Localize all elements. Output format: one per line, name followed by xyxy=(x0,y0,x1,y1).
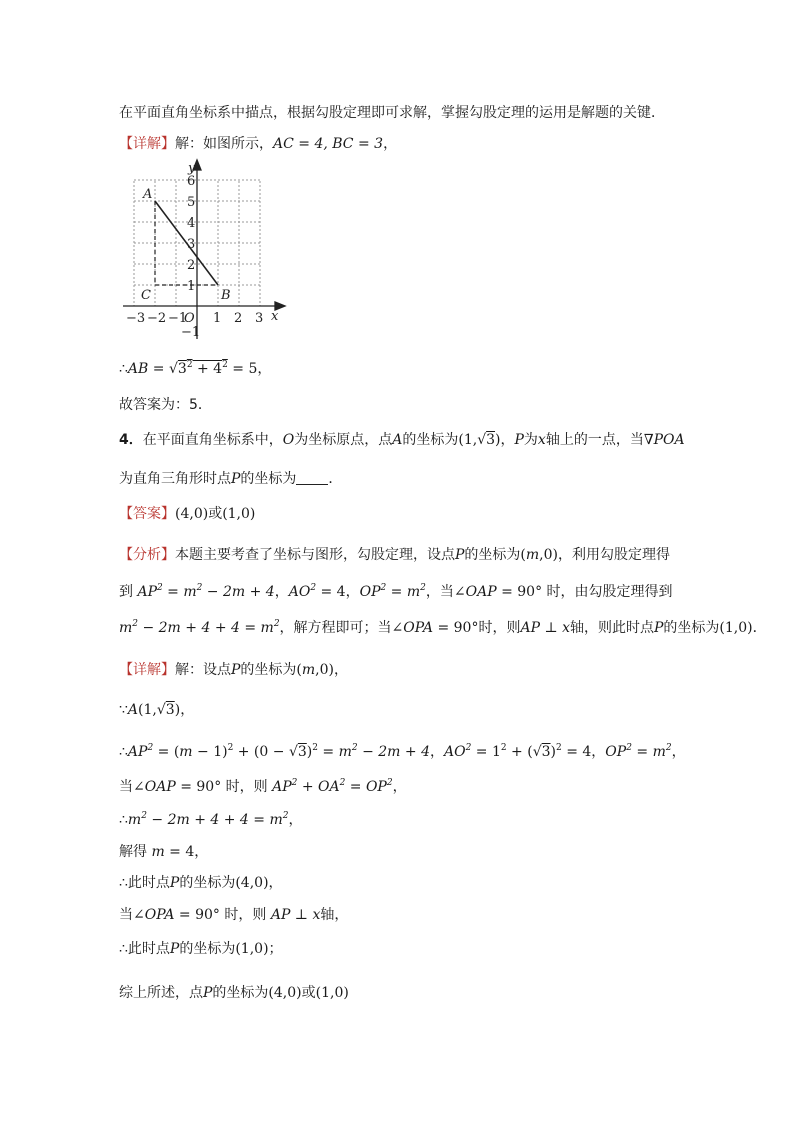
y-tick: 1 xyxy=(187,279,196,294)
q4-line-2: 为直角三角形时点P的坐标为 ． xyxy=(119,471,343,487)
detail-tag: 【详解】 xyxy=(119,136,175,152)
y-tick: 3 xyxy=(187,237,196,252)
intro-text: 在平面直角坐标系中描点，根据勾股定理即可求解，掌握勾股定理的运用是解题的关键． xyxy=(119,105,665,121)
summary-line: 综上所述，点P的坐标为(4,0)或(1,0) xyxy=(119,985,349,1001)
point-label-a: A xyxy=(143,187,153,202)
y-axis-label: y xyxy=(188,161,196,176)
detail-2-line-5: $\therefore m^2 - 2m + 4 + 4 = m^2$， xyxy=(119,811,303,828)
answer-line xyxy=(119,504,255,524)
x-tick: 1 xyxy=(213,311,222,326)
ab-line: ∴AB = $√3^2 + 4^2 = 5$， xyxy=(119,360,272,377)
detail-2-line-9: ∴此时点P的坐标为(1,0)； xyxy=(119,941,283,957)
answer-tag: 【答案】 xyxy=(119,506,175,522)
detail-math: AC = 4, BC = 3 xyxy=(273,136,384,152)
x-axis-label: x xyxy=(271,309,279,324)
detail-2-line-2: ∵A(1,√3)， xyxy=(119,702,195,718)
detail-line-1 xyxy=(119,134,397,154)
detail-2-line-8: 当∠OPA = 90° 时，则 AP ⊥ x轴， xyxy=(119,907,349,923)
analysis-line-2: 到 $AP^2 = m^2 - 2m + 4$，$AO^2 = 4$，$OP^2 = m^2$，当∠OAP = 90° 时，由勾股定理得到 xyxy=(119,583,673,600)
analysis-line-3: $m^2 - 2m + 4 + 4 = m^2$，解方程即可；当∠OPA = 90°时，则AP ⊥ x轴，则此时点P的坐标为(1,0)． xyxy=(119,619,767,636)
detail-2-line-6: 解得 m = 4， xyxy=(119,844,209,860)
y-tick: 2 xyxy=(187,258,196,273)
x-tick: −3 xyxy=(126,311,146,326)
q4-line-1: 4．在平面直角坐标系中，O为坐标原点，点A的坐标为(1,√3)，P为x轴上的一点，当∇POA xyxy=(119,432,685,448)
y-tick: 6 xyxy=(187,174,196,189)
detail-2-line-7: ∴此时点P的坐标为(4,0)， xyxy=(119,875,283,891)
detail-end: ， xyxy=(383,136,398,152)
y-tick: −1 xyxy=(181,325,201,340)
y-tick: 4 xyxy=(187,216,196,231)
x-tick: −1 xyxy=(168,311,188,326)
detail-2-line-1: 【详解】解：设点P的坐标为(m,0)， xyxy=(119,662,348,678)
answer-1-line: 故答案为：5． xyxy=(119,397,212,413)
x-tick: 2 xyxy=(234,311,243,326)
detail-tag-2: 【详解】 xyxy=(119,662,175,678)
analysis-tag: 【分析】 xyxy=(119,547,175,563)
point-label-b: B xyxy=(221,288,231,303)
y-tick: 5 xyxy=(187,195,196,210)
point-label-c: C xyxy=(141,288,151,303)
detail-2-line-4: 当∠OAP = 90° 时，则 $AP^2 + OA^2 = OP^2$， xyxy=(119,778,407,795)
x-tick: −2 xyxy=(147,311,167,326)
detail-2-line-3: $\therefore AP^2 = (m - 1)^2 + (0 - √3)^2 = m^2 - 2m + 4$，$AO^2 = 1^2 + (√3)^2 = 4$，$OP^2 = m^2$， xyxy=(119,743,686,760)
answer-blank xyxy=(296,470,328,485)
origin-label: O xyxy=(184,311,195,326)
coordinate-graph xyxy=(115,156,295,341)
analysis-line-1: 【分析】本题主要考查了坐标与图形，勾股定理，设点P的坐标为(m,0)，利用勾股定理得 xyxy=(119,547,670,563)
answer-value: (4,0)或(1,0) xyxy=(175,506,256,522)
q4-number: 4． xyxy=(119,432,143,448)
x-tick: 3 xyxy=(255,311,264,326)
detail-text: 解：如图所示， xyxy=(175,136,273,152)
